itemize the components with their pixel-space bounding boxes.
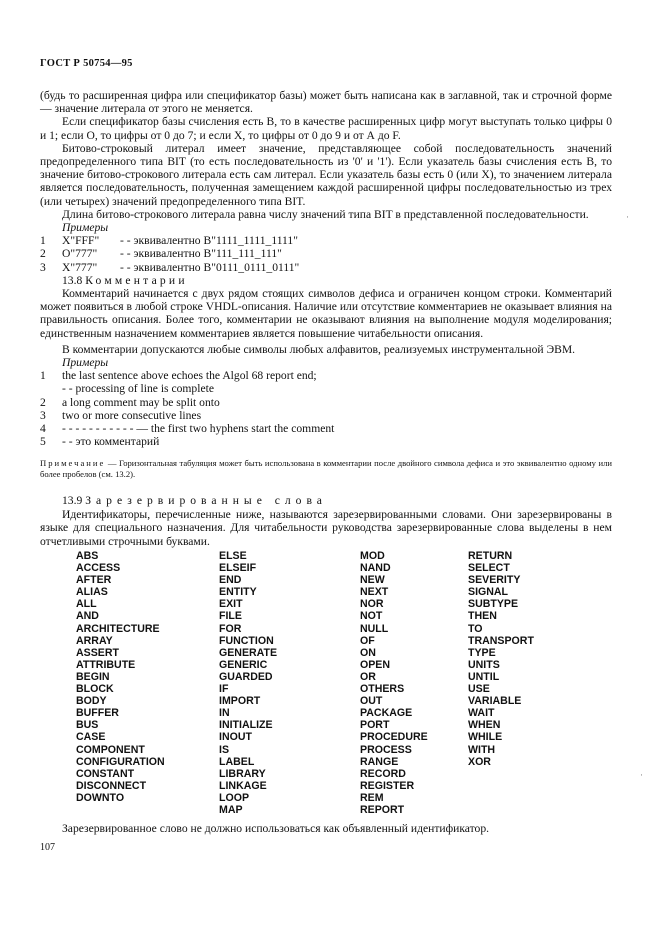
section-13-9-heading [40, 494, 612, 507]
comment-example-row [40, 369, 612, 382]
example-row [40, 234, 612, 247]
example-text: - - это комментарий [62, 435, 160, 449]
reserved-word: OTHERS [360, 683, 405, 696]
reserved-word: MAP [219, 803, 243, 816]
reserved-word: RETURN [468, 550, 513, 562]
comment-example-row [40, 422, 612, 435]
scan-dot-mark: · [640, 770, 643, 780]
reserved-word: PROCEDURE [360, 731, 428, 744]
reserved-word: OUT [360, 695, 383, 708]
reserved-word: TO [468, 622, 483, 635]
reserved-word: DISCONNECT [76, 779, 147, 792]
final-sentence: Зарезервированное слово не должно использоваться как объявленный идентификатор. [62, 822, 490, 835]
paragraph-3: Битово-строковый литерал имеет значение, представляющее собой последовательность значений предопределенного типа BIT (то есть последовательность из '0' и '1'). Если указатель базы счисления есть В, то значение битово-строкового литерала есть сам литерал. Если указатель базы есть 0 (или X), то значением литерала является последовательность, полученная замещением каждой расширенной цифры последовательностью из трех (или четырех) значений предопределенного типа BIT. [40, 141, 612, 208]
reserved-word: ELSE [219, 550, 247, 562]
section-13-9 [40, 494, 612, 548]
reserved-word: FUNCTION [219, 634, 274, 647]
paragraph-1: (будь то расширенная цифра или спецификатор базы) может быть написана как в заглавной, так и строчной форме — значение литерала от этого не меняется. [40, 89, 612, 116]
reserved-word: IMPORT [219, 695, 261, 708]
reserved-word: ASSERT [76, 646, 119, 659]
reserved-word: AND [76, 610, 99, 623]
reserved-word: ABS [76, 550, 99, 562]
reserved-word: PACKAGE [360, 707, 413, 720]
reserved-word: OF [360, 634, 375, 647]
section-13-8-paragraph-2: В комментарии допускаются любые символы любых алфавитов, реализуемых инструментальной ЭВМ. [62, 342, 576, 356]
examples-list-2 [40, 369, 612, 448]
example-number [40, 382, 62, 395]
reserved-word: MOD [360, 550, 385, 562]
section-title: Комментарии [85, 273, 188, 287]
reserved-word: NOT [360, 610, 383, 623]
section-13-9-paragraph: Идентификаторы, перечисленные ниже, называются зарезервированными словами. Они зарезервированы в языке для специального назначения. Для читабельности руководства зарезервированные слова выделены в нем отчетливыми строчными буквами. [40, 508, 612, 548]
reserved-word: OR [360, 670, 376, 683]
reserved-word: IS [219, 743, 230, 756]
example-text: a long comment may be split onto [62, 395, 220, 409]
example-code: X"FFF" [62, 234, 100, 248]
reserved-word: ALIAS [76, 586, 108, 599]
reserved-word: VARIABLE [468, 695, 522, 708]
reserved-word: THEN [468, 610, 497, 623]
reserved-word: LINKAGE [219, 779, 267, 792]
reserved-words-column-1 [76, 550, 165, 804]
example-text: - - эквивалентно B"111_111_111" [120, 247, 282, 261]
reserved-word: GENERATE [219, 646, 278, 659]
reserved-word: BUS [76, 719, 99, 732]
reserved-word: NOR [360, 598, 384, 611]
example-number: 2 [40, 395, 46, 409]
reserved-word: PROCESS [360, 743, 412, 756]
reserved-word: RANGE [360, 755, 399, 768]
note-label: Примечание [40, 458, 106, 468]
reserved-word: PORT [360, 719, 390, 732]
note [40, 458, 612, 480]
page-number: 107 [40, 842, 55, 853]
example-text: - - эквивалентно B"1111_1111_1111" [120, 234, 298, 248]
reserved-word: ACCESS [76, 562, 121, 575]
example-text: the last sentence above echoes the Algol 68 report end; [62, 369, 317, 383]
reserved-word: CASE [76, 731, 106, 744]
reserved-word: ALL [76, 598, 97, 611]
comment-example-row [40, 396, 612, 409]
example-text: - - - - - - - - - - - — the first two hyphens start the comment [62, 422, 335, 436]
reserved-word: WITH [468, 743, 496, 756]
section-number: 13.9 [62, 494, 83, 507]
examples-title: Примеры [62, 221, 109, 235]
comment-example-row [40, 409, 612, 422]
reserved-word: SEVERITY [468, 574, 521, 587]
reserved-words-column-4 [468, 550, 534, 768]
example-number: 2 [40, 247, 46, 261]
reserved-words-column-2 [219, 550, 277, 816]
example-number: 4 [40, 422, 46, 436]
reserved-word: CONFIGURATION [76, 755, 165, 768]
reserved-word: BEGIN [76, 670, 110, 683]
comment-example-row [40, 435, 612, 448]
reserved-word: WHEN [468, 719, 501, 732]
reserved-word: BLOCK [76, 683, 114, 696]
reserved-word: UNITS [468, 658, 500, 671]
reserved-word: WHILE [468, 731, 503, 744]
reserved-word: REPORT [360, 803, 405, 816]
reserved-word: IF [219, 683, 229, 696]
reserved-word: INOUT [219, 731, 252, 744]
reserved-word: NAND [360, 562, 391, 575]
reserved-word: LABEL [219, 755, 255, 768]
examples-list-1 [40, 234, 612, 274]
comment-example-row [40, 382, 612, 395]
section-number: 13.8 [62, 273, 83, 287]
example-number: 3 [40, 260, 46, 274]
scan-dot-mark: · [626, 212, 629, 222]
reserved-word: AFTER [76, 574, 112, 587]
reserved-word: DOWNTO [76, 791, 125, 804]
reserved-word: NEXT [360, 586, 389, 599]
examples-title: Примеры [62, 356, 109, 370]
example-number: 5 [40, 435, 46, 449]
reserved-word: XOR [468, 755, 491, 768]
reserved-word: BUFFER [76, 707, 119, 720]
section-13-8-paragraph-1: Комментарий начинается с двух рядом стоящих символов дефиса и ограничен концом строки. Комментарий может появиться в любой строке VHDL-описания. Наличие или отсутствие комментариев не оказывает влияния на правильность описания. Более того, комментарии не оказывают влияния на выполнение модуля моделирования; единственным назначением комментариев является повышение читабельности описания. [40, 287, 612, 340]
reserved-word: LOOP [219, 791, 250, 804]
reserved-word: TRANSPORT [468, 634, 534, 647]
reserved-word: ON [360, 646, 376, 659]
reserved-words-column-3 [360, 550, 428, 816]
reserved-word: ARCHITECTURE [76, 622, 160, 635]
page-header: ГОСТ Р 50754—95 [40, 58, 133, 69]
example-number: 3 [40, 408, 46, 422]
example-row [40, 247, 612, 260]
reserved-word: NULL [360, 622, 389, 635]
reserved-word: IN [219, 707, 230, 720]
example-number: 1 [40, 369, 46, 383]
reserved-word: OPEN [360, 658, 391, 671]
reserved-word: REM [360, 791, 384, 804]
reserved-word: SIGNAL [468, 586, 509, 599]
reserved-word: ATTRIBUTE [76, 658, 136, 671]
reserved-word: WAIT [468, 707, 495, 720]
reserved-word: END [219, 574, 242, 587]
example-text: - - эквивалентно B"0111_0111_0111" [120, 260, 300, 274]
reserved-word: ELSEIF [219, 562, 257, 575]
reserved-word: NEW [360, 574, 385, 587]
example-code: X"777" [62, 260, 98, 274]
section-title: Зарезервированные слова [85, 494, 327, 507]
example-row [40, 261, 612, 274]
example-text: two or more consecutive lines [62, 408, 202, 422]
reserved-word: ENTITY [219, 586, 257, 599]
reserved-word: FOR [219, 622, 242, 635]
example-text: - - processing of line is complete [62, 382, 214, 396]
main-text [40, 89, 612, 448]
example-code: O"777" [62, 247, 98, 261]
reserved-word: UNTIL [468, 670, 500, 683]
example-number: 1 [40, 234, 46, 248]
reserved-word: FILE [219, 610, 242, 623]
paragraph-2: Если спецификатор базы счисления есть В, то в качестве расширенных цифр могут выступать только цифры 0 и 1; если О, то цифры от 0 до 7; и если X, то цифры от 0 до 9 и от А до F. [40, 115, 612, 142]
reserved-word: RECORD [360, 767, 406, 780]
reserved-word: REGISTER [360, 779, 415, 792]
reserved-word: SUBTYPE [468, 598, 519, 611]
reserved-word: BODY [76, 695, 107, 708]
reserved-word: EXIT [219, 598, 243, 611]
reserved-word: TYPE [468, 646, 496, 659]
reserved-word: SELECT [468, 562, 510, 575]
reserved-word: GUARDED [219, 670, 273, 683]
reserved-word: GENERIC [219, 658, 268, 671]
reserved-word: USE [468, 683, 490, 696]
reserved-word: INITIALIZE [219, 719, 273, 732]
reserved-word: LIBRARY [219, 767, 266, 780]
reserved-word: CONSTANT [76, 767, 135, 780]
section-13-8-heading [40, 274, 612, 287]
paragraph-4: Длина битово-строкового литерала равна числу значений типа BIT в представленной последовательности. [62, 207, 589, 221]
reserved-word: ARRAY [76, 634, 113, 647]
reserved-word: COMPONENT [76, 743, 145, 756]
note-text: — Горизонтальная табуляция может быть использована в комментарии после двойного символа дефиса и это эквивалентно одному или более пробелов (см. 13.2). [40, 458, 612, 479]
